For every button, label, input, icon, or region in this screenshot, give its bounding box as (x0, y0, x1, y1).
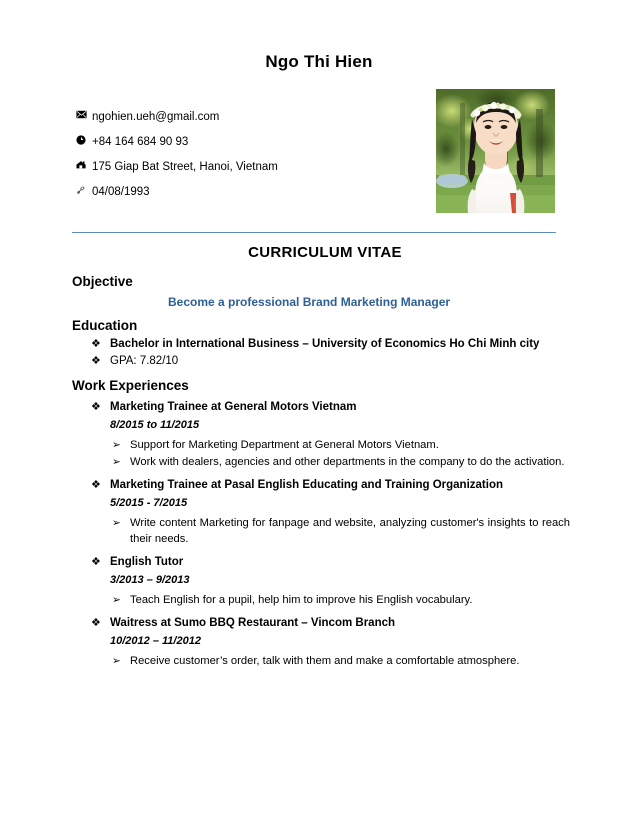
experience-title-text: English Tutor (110, 556, 184, 568)
experience-date: 3/2013 – 9/2013 (110, 574, 190, 586)
experience-duty-list (0, 515, 638, 547)
birthday-value: 04/08/1993 (92, 186, 150, 198)
page-title: Ngo Thi Hien (265, 52, 373, 71)
diamond-bullet-icon: ❖ (91, 479, 101, 491)
diamond-bullet-icon: ❖ (91, 617, 101, 629)
resume-body (0, 244, 638, 676)
education-gpa: GPA: 7.82/10 (110, 354, 179, 367)
arrow-bullet-icon: ➢ (112, 456, 121, 468)
education-degree: Bachelor in International Business – University of Economics Ho Chi Minh city (110, 338, 540, 350)
experience-title (0, 477, 638, 493)
envelope-icon (76, 110, 92, 119)
contact-info-block (76, 110, 406, 210)
section-heading-education: Education (72, 318, 138, 333)
experience-title-text: Marketing Trainee at General Motors Vietnam (110, 401, 357, 413)
objective-statement: Become a professional Brand Marketing Manager (168, 295, 451, 309)
arrow-bullet-icon: ➢ (112, 517, 121, 529)
experience-duty-list (0, 592, 638, 608)
arrow-bullet-icon: ➢ (112, 594, 121, 606)
contact-row-phone (76, 135, 406, 149)
experience-entry (0, 399, 638, 470)
experience-duty-list (0, 437, 638, 470)
duty-text: Support for Marketing Department at General Motors Vietnam. (130, 439, 439, 451)
phone-value: +84 164 684 90 93 (92, 136, 189, 148)
duty-text: Write content Marketing for fanpage and website, analyzing customer's insights to reach their needs. (130, 517, 570, 545)
list-item (0, 515, 638, 547)
home-icon (76, 160, 92, 169)
list-item (0, 454, 638, 470)
list-item (0, 653, 638, 669)
diamond-bullet-icon: ❖ (91, 556, 101, 568)
phone-icon (76, 135, 92, 145)
experience-title-text: Marketing Trainee at Pasal English Educating and Training Organization (110, 479, 503, 491)
education-list (0, 337, 638, 369)
experience-title (0, 554, 638, 570)
arrow-bullet-icon: ➢ (112, 655, 121, 667)
header-divider (72, 232, 556, 233)
arrow-bullet-icon: ➢ (112, 439, 121, 451)
section-heading-objective: Objective (72, 274, 133, 289)
list-item (0, 437, 638, 453)
birthday-icon (76, 185, 92, 195)
experience-title-text: Waitress at Sumo BBQ Restaurant – Vincom Branch (110, 617, 396, 629)
profile-photo (436, 89, 555, 213)
duty-text: Work with dealers, agencies and other departments in the company to do the activation. (130, 456, 565, 468)
section-heading-work: Work Experiences (72, 378, 189, 393)
contact-row-birthday (76, 185, 406, 199)
list-item (0, 592, 638, 608)
experience-entry (0, 615, 638, 669)
experience-date: 5/2015 - 7/2015 (110, 497, 188, 509)
address-value: 175 Giap Bat Street, Hanoi, Vietnam (92, 161, 278, 173)
experience-entry (0, 554, 638, 608)
contact-row-email (76, 110, 406, 124)
cv-title: CURRICULUM VITAE (248, 244, 402, 261)
experience-entry (0, 477, 638, 547)
contact-row-address (76, 160, 406, 174)
resume-header (0, 0, 638, 72)
diamond-bullet-icon: ❖ (91, 401, 101, 413)
experience-date: 10/2012 – 11/2012 (110, 635, 201, 647)
experience-date: 8/2015 to 11/2015 (110, 419, 200, 431)
email-value: ngohien.ueh@gmail.com (92, 111, 220, 123)
list-item (0, 337, 638, 353)
diamond-bullet-icon: ❖ (91, 354, 101, 367)
duty-text: Receive customer’s order, talk with them and make a comfortable atmosphere. (130, 655, 520, 667)
experience-duty-list (0, 653, 638, 669)
experience-title (0, 615, 638, 631)
duty-text: Teach English for a pupil, help him to improve his English vocabulary. (130, 594, 473, 606)
diamond-bullet-icon: ❖ (91, 338, 101, 350)
experience-title (0, 399, 638, 415)
list-item (0, 354, 638, 370)
